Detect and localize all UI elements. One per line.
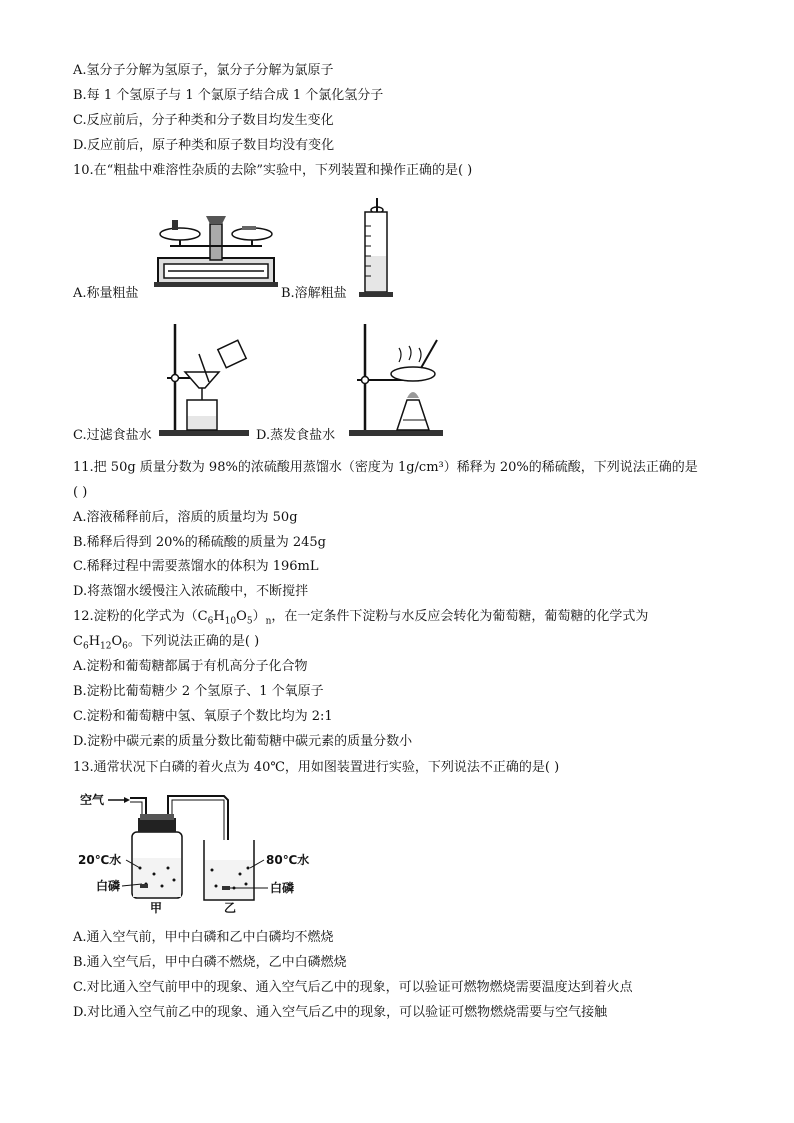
q12-stem-line1: 12.淀粉的化学式为$(C_6H_{10}O_5)_n$，在一定条件下淀粉与水反应会转化为葡萄糖，葡萄糖的化学式为	[73, 609, 649, 627]
q10-stem: 10.在“粗盐中难溶性杂质的去除”实验中，下列装置和操作正确的是( )	[73, 163, 473, 178]
q11-stem-line1: 11.把 50g 质量分数为 98%的浓硫酸用蒸馏水（密度为 1g/cm³）稀释为 20%的稀硫酸，下列说法正确的是	[73, 460, 698, 475]
q11-option-a: A.溶液稀释前后，溶质的质量均为 50g	[73, 510, 298, 525]
evaporation-figure	[343, 322, 463, 440]
q13-stem: 13.通常状况下白磷的着火点为 40℃，用如图装置进行实验，下列说法不正确的是( )	[73, 760, 560, 775]
cylinder-figure	[353, 196, 397, 300]
q13-option-d: D.对比通入空气前乙中的现象、通入空气后乙中的现象，可以验证可燃物燃烧需要与空气接触	[73, 1005, 608, 1020]
q13-option-b: B.通入空气后，甲中白磷不燃烧，乙中白磷燃烧	[73, 955, 347, 970]
q12-option-d: D.淀粉中碳元素的质量分数比葡萄糖中碳元素的质量分数小	[73, 734, 413, 749]
water-80-label: 80℃水	[266, 853, 310, 867]
balance-figure	[150, 206, 282, 288]
q10-option-c: C.过滤食盐水	[73, 428, 152, 443]
q11-option-c: C.稀释过程中需要蒸馏水的体积为 196mL	[73, 559, 319, 574]
q9-option-b: B.每 1 个氢原子与 1 个氯原子结合成 1 个氯化氢分子	[73, 88, 384, 103]
phosphorus-right-label: 白磷	[270, 881, 295, 895]
q12-option-b: B.淀粉比葡萄糖少 2 个氢原子、1 个氧原子	[73, 684, 324, 699]
q11-stem-line2: ( )	[73, 485, 88, 500]
q12-stem-line2: $C_6H_{12}O_6$。下列说法正确的是( )	[73, 634, 260, 652]
air-label: 空气	[80, 793, 105, 807]
q10-option-a: A.称量粗盐	[73, 286, 139, 301]
q12-option-a: A.淀粉和葡萄糖都属于有机高分子化合物	[73, 659, 308, 674]
q9-option-d: D.反应前后，原子种类和原子数目均没有变化	[73, 138, 335, 153]
filtration-figure	[155, 320, 265, 440]
q10-option-b: B.溶解粗盐	[281, 286, 347, 301]
q10-option-d: D.蒸发食盐水	[256, 428, 336, 443]
phosphorus-left-label: 白磷	[96, 879, 121, 893]
label-jia: 甲	[150, 901, 163, 915]
q12-option-c: C.淀粉和葡萄糖中氢、氧原子个数比均为 2:1	[73, 709, 333, 724]
label-yi: 乙	[224, 901, 237, 915]
q13-option-a: A.通入空气前，甲中白磷和乙中白磷均不燃烧	[73, 930, 334, 945]
q11-option-d: D.将蒸馏水缓慢注入浓硫酸中，不断搅拌	[73, 584, 309, 599]
q11-option-b: B.稀释后得到 20%的稀硫酸的质量为 245g	[73, 535, 326, 550]
q9-option-c: C.反应前后，分子种类和分子数目均发生变化	[73, 113, 334, 128]
q13-option-c: C.对比通入空气前甲中的现象、通入空气后乙中的现象，可以验证可燃物燃烧需要温度达到着火点	[73, 980, 633, 995]
q9-option-a: A.氢分子分解为氢原子，氯分子分解为氯原子	[73, 63, 334, 78]
phosphorus-apparatus-figure	[74, 788, 324, 916]
water-20-label: 20℃水	[78, 853, 122, 867]
